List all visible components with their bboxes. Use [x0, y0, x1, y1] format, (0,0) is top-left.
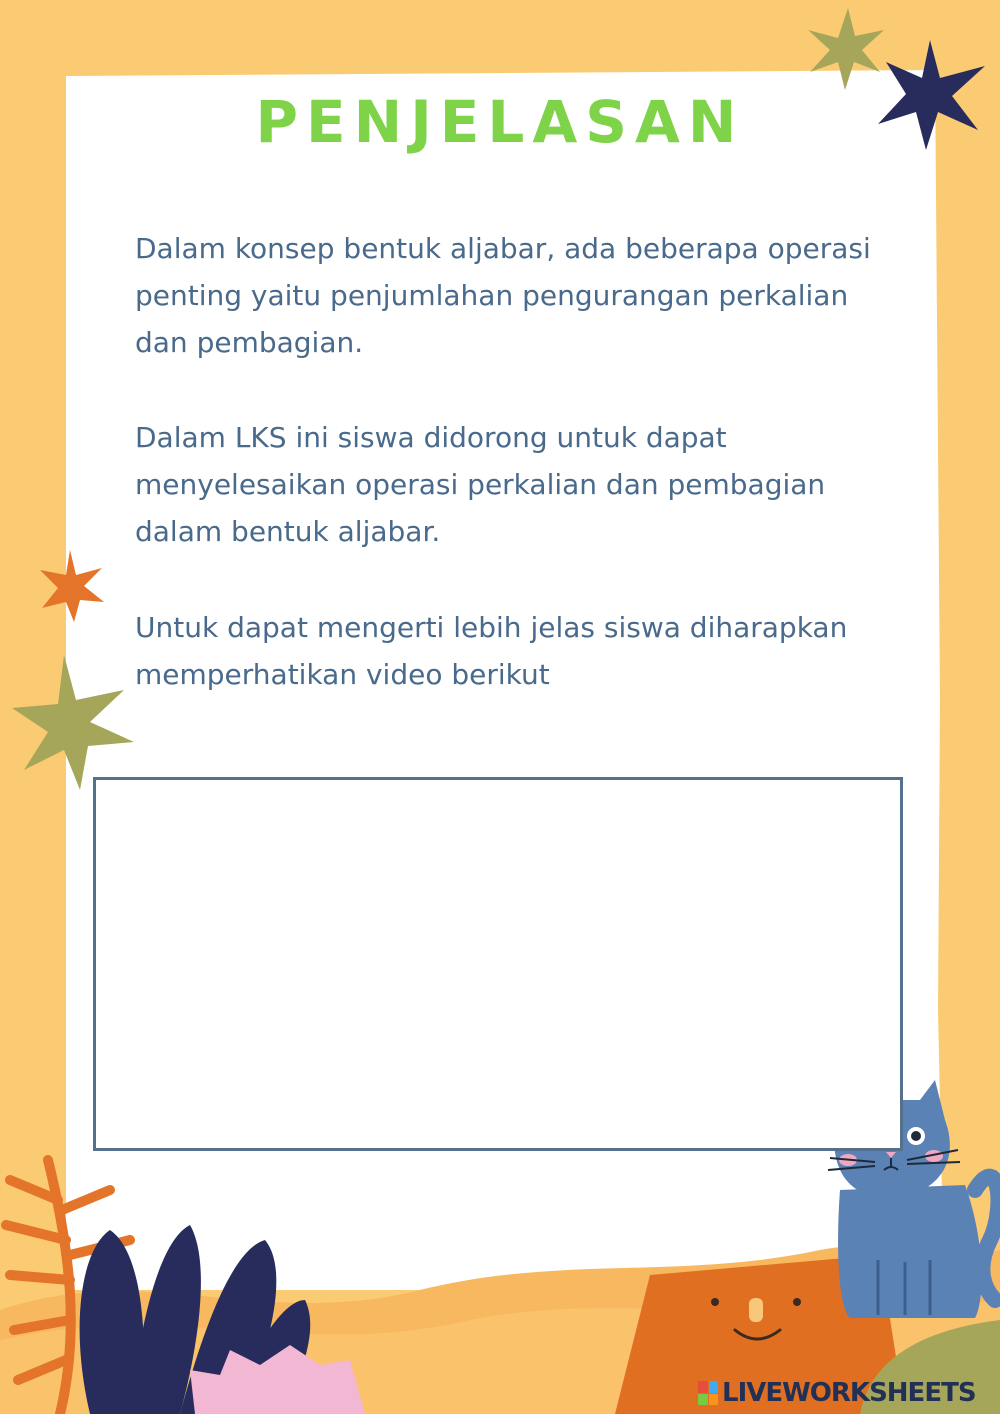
- paragraph-lks: Dalam LKS ini siswa didorong untuk dapat menyelesaikan operasi perkalian dan pembagian dalam bentuk aljabar.: [135, 421, 826, 548]
- liveworksheets-logo: [698, 1378, 976, 1408]
- video-frame[interactable]: [93, 777, 903, 1151]
- paragraph-operations: Dalam konsep bentuk aljabar, ada beberapa operasi penting yaitu penjumlahan pengurangan perkalian dan pembagian.: [135, 232, 871, 359]
- logo-icon: [698, 1381, 718, 1405]
- brand-name: LIVEWORKSHEETS: [722, 1378, 976, 1408]
- paragraph-video-instruction: Untuk dapat mengerti lebih jelas siswa diharapkan memperhatikan video berikut: [135, 611, 848, 691]
- page-title: PENJELASAN: [255, 88, 745, 156]
